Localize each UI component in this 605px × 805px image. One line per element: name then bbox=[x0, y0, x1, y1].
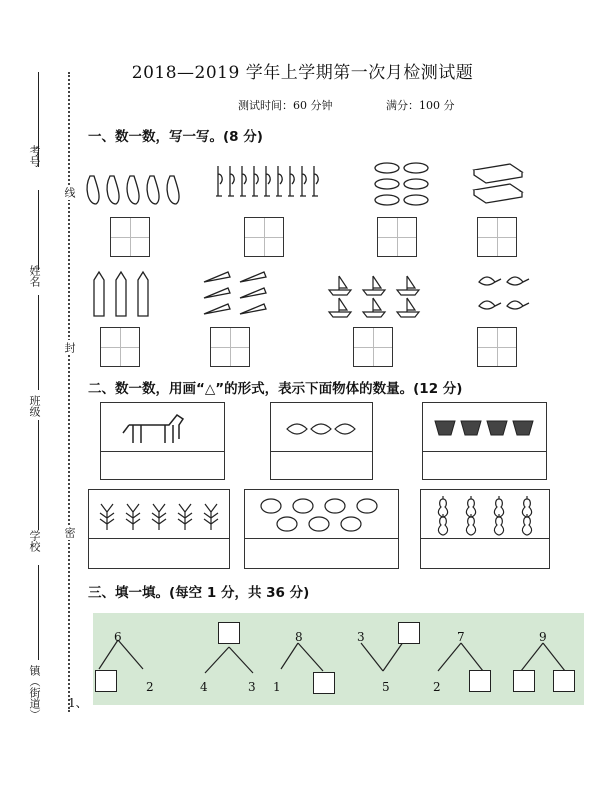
bond5-top: 7 bbox=[457, 630, 465, 644]
count-box-tomato[interactable] bbox=[244, 489, 399, 569]
carrot-pictures bbox=[200, 268, 272, 320]
horse-picture bbox=[121, 407, 191, 447]
seal-mark-secret: 密 bbox=[63, 527, 76, 538]
bond3-left: 1 bbox=[273, 680, 281, 694]
sailboat-pictures bbox=[325, 272, 427, 320]
answer-grid-peacock[interactable] bbox=[244, 217, 284, 257]
bond4-left: 3 bbox=[357, 630, 365, 644]
bond5-right-blank[interactable] bbox=[469, 670, 491, 692]
bond2-top-blank[interactable] bbox=[218, 622, 240, 644]
bond4-bottom: 5 bbox=[382, 680, 390, 694]
answer-grid-sailboat[interactable] bbox=[353, 327, 393, 367]
field-exam-number: 考号 bbox=[28, 145, 41, 167]
field-school: 学校 bbox=[28, 530, 41, 552]
count-box-horse[interactable] bbox=[100, 402, 225, 480]
bond2-right: 3 bbox=[248, 680, 256, 694]
bond6-top: 9 bbox=[539, 630, 547, 644]
bond1-left-blank[interactable] bbox=[95, 670, 117, 692]
bond3-right-blank[interactable] bbox=[313, 672, 335, 694]
answer-grid-bird[interactable] bbox=[477, 327, 517, 367]
count-box-basket[interactable] bbox=[422, 402, 547, 480]
eggplant-pictures bbox=[82, 170, 192, 210]
item-label: 1、 bbox=[68, 696, 88, 710]
bond1-top: 6 bbox=[114, 630, 122, 644]
section1-heading: 一、数一数，写一写。(8 分) bbox=[88, 129, 263, 145]
answer-grid-book[interactable] bbox=[477, 217, 517, 257]
basket-picture bbox=[433, 417, 539, 441]
section3-heading: 三、填一填。(每空 1 分，共 36 分) bbox=[88, 585, 310, 601]
page-title: 2018—2019 学年上学期第一次月检测试题 bbox=[131, 63, 474, 83]
margin-rule bbox=[38, 190, 39, 270]
answer-grid-carrot[interactable] bbox=[210, 327, 250, 367]
seal-line bbox=[68, 72, 70, 712]
margin-rule bbox=[38, 420, 39, 530]
fish-picture bbox=[285, 417, 361, 441]
bond1-right: 2 bbox=[146, 680, 154, 694]
section2-heading: 二、数一数，用画“△”的形式，表示下面物体的数量。(12 分) bbox=[88, 381, 463, 397]
count-box-wheat[interactable] bbox=[88, 489, 230, 569]
bond4-top-blank[interactable] bbox=[398, 622, 420, 644]
bond2-left: 4 bbox=[200, 680, 208, 694]
bond6-left-blank[interactable] bbox=[513, 670, 535, 692]
answer-grid-plate[interactable] bbox=[377, 217, 417, 257]
field-town: 镇（街道） bbox=[28, 665, 41, 720]
bond3-top: 8 bbox=[295, 630, 303, 644]
answer-grid-pencil[interactable] bbox=[100, 327, 140, 367]
seal-mark-line: 线 bbox=[63, 187, 76, 198]
count-box-pear[interactable] bbox=[420, 489, 550, 569]
book-pictures bbox=[470, 160, 526, 210]
wheat-picture bbox=[95, 500, 225, 534]
full-score: 满分：100 分 bbox=[386, 99, 455, 112]
bond5-left: 2 bbox=[433, 680, 441, 694]
tomato-picture bbox=[259, 496, 385, 534]
plate-pictures bbox=[372, 160, 432, 210]
pear-picture bbox=[433, 494, 539, 536]
number-bond-lines bbox=[93, 613, 584, 705]
count-box-fish[interactable] bbox=[270, 402, 373, 480]
margin-rule bbox=[38, 565, 39, 660]
peacock-pictures bbox=[212, 160, 332, 210]
margin-rule bbox=[38, 295, 39, 390]
test-time: 测试时间：60 分钟 bbox=[238, 99, 333, 112]
pencil-pictures bbox=[88, 270, 158, 320]
answer-grid-eggplant[interactable] bbox=[110, 217, 150, 257]
field-name: 姓名 bbox=[28, 265, 41, 287]
bird-pictures bbox=[475, 270, 531, 320]
bond6-right-blank[interactable] bbox=[553, 670, 575, 692]
field-class: 班级 bbox=[28, 395, 41, 417]
seal-mark-seal: 封 bbox=[63, 342, 76, 353]
